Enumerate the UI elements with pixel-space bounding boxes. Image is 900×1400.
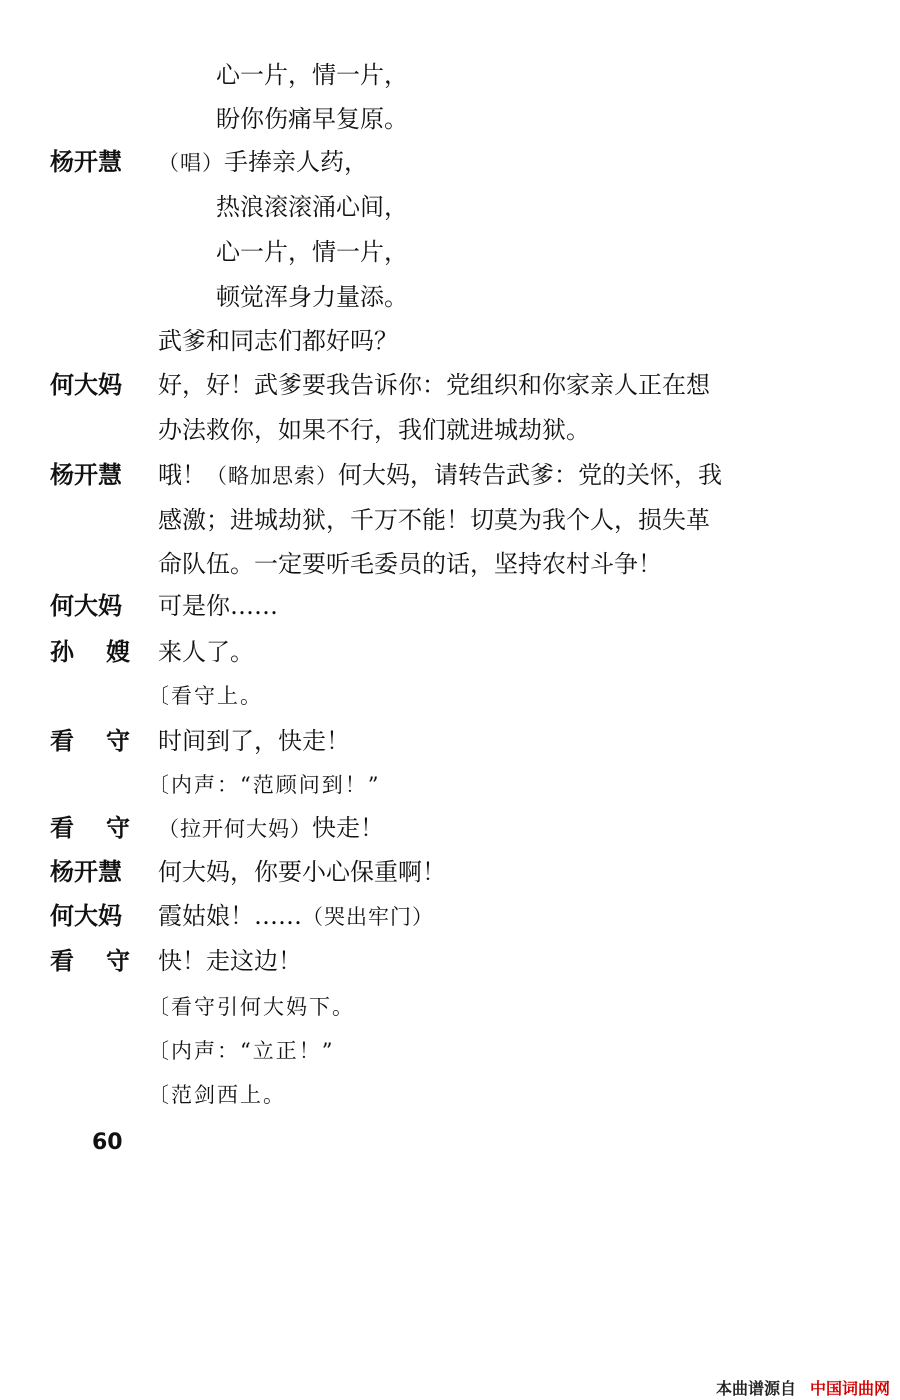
watermark-source: 本曲谱源自 (715, 1379, 796, 1398)
lyric-line: 顿觉浑身力量添。 (216, 283, 408, 311)
dialogue-line: 来人了。 (158, 638, 254, 666)
dialogue-line (158, 901, 434, 932)
stage-direction-inline: （拉开何大妈） (158, 817, 312, 841)
dialogue-line: 命队伍。一定要听毛委员的话，坚持农村斗争！ (158, 550, 662, 578)
dialogue-line: 武爹和同志们都好吗？ (158, 327, 398, 355)
dialogue-line: 时间到了，快走！ (158, 727, 350, 755)
dialogue-line (158, 460, 722, 491)
lyric-line: 热浪滚滚涌心间， (216, 193, 408, 221)
dialogue-line: 感激；进城劫狱，千万不能！切莫为我个人，损失革 (158, 506, 710, 534)
stage-direction: 〔范剑西上。 (148, 1083, 286, 1107)
stage-direction: 〔内声：“范顾问到！” (148, 773, 381, 797)
dialogue-line: 好，好！武爹要我告诉你：党组织和你家亲人正在想 (158, 371, 710, 399)
dialogue-line: 办法救你，如果不行，我们就进城劫狱。 (158, 416, 590, 444)
lyric-line: 盼你伤痛早复原。 (216, 105, 408, 133)
speaker-name: 看 守 (50, 727, 130, 755)
dialogue-text: 霞姑娘！…… (158, 902, 302, 930)
speaker-name: 何大妈 (50, 592, 122, 620)
stage-direction: 〔内声：“立正！” (148, 1039, 335, 1063)
dialogue-text: 哦！ (158, 461, 206, 489)
speaker-name: 何大妈 (50, 902, 122, 930)
speaker-name: 杨开慧 (50, 148, 122, 176)
stage-direction: 〔看守引何大妈下。 (148, 995, 355, 1019)
page-number: 60 (92, 1130, 123, 1155)
watermark (716, 1376, 890, 1399)
stage-direction-inline: （哭出牢门） (302, 905, 434, 929)
speaker-name: 看 守 (50, 947, 130, 975)
speaker-name: 孙 嫂 (50, 638, 130, 666)
dialogue-line (158, 813, 384, 844)
speaker-name: 看 守 (50, 814, 130, 842)
lyric-line: 心一片，情一片， (216, 61, 408, 89)
dialogue-text: 何大妈，请转告武爹：党的关怀，我 (338, 461, 722, 489)
dialogue-line: 可是你…… (158, 592, 278, 620)
stage-direction-inline: （略加思索） (206, 464, 338, 488)
lyric-line: 心一片，情一片， (216, 238, 408, 266)
dialogue-line: 何大妈，你要小心保重啊！ (158, 858, 446, 886)
speaker-name: 杨开慧 (50, 858, 122, 886)
speaker-name: 何大妈 (50, 371, 122, 399)
dialogue-line: 快！走这边！ (158, 947, 302, 975)
dialogue-line (158, 147, 368, 178)
watermark-site: 中国词曲网 (809, 1379, 890, 1398)
speaker-name: 杨开慧 (50, 461, 122, 489)
dialogue-text: 手捧亲人药， (224, 148, 368, 176)
stage-direction: 〔看守上。 (148, 684, 263, 708)
dialogue-text: 快走！ (312, 814, 384, 842)
stage-direction-inline: （唱） (158, 151, 224, 175)
